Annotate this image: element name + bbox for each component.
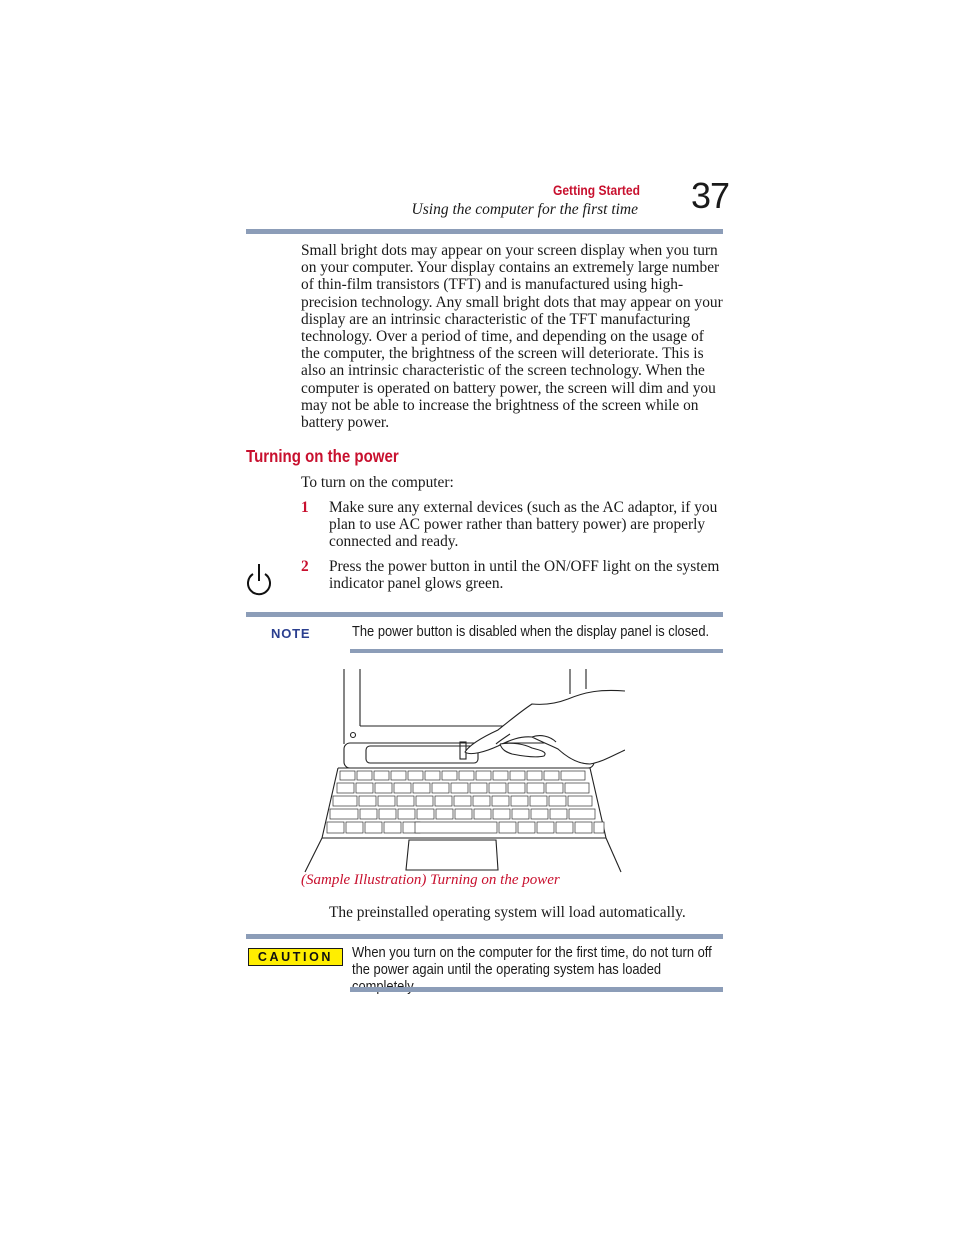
- note-text: The power button is disabled when the display panel is closed.: [352, 623, 710, 640]
- note-bottom-rule: [350, 649, 723, 653]
- laptop-power-illustration: [300, 664, 625, 874]
- section-title: Using the computer for the first time: [411, 201, 638, 218]
- section-heading: Turning on the power: [246, 446, 399, 466]
- note-top-rule: [246, 612, 723, 617]
- caution-bottom-rule: [350, 987, 723, 992]
- step-text: Make sure any external devices (such as the AC adaptor, if you plan to use AC power rather than battery power) are properly connected and ready.: [329, 499, 718, 551]
- page-number: 37: [691, 175, 730, 216]
- step-text: Press the power button in until the ON/OFF light on the system indicator panel glows green.: [329, 558, 720, 593]
- figure-caption: (Sample Illustration) Turning on the power: [301, 872, 560, 888]
- step-number: 1: [301, 499, 309, 516]
- note-label: NOTE: [271, 626, 311, 641]
- caution-top-rule: [246, 934, 723, 939]
- caution-badge: CAUTION: [248, 948, 343, 966]
- caution-text-content: When you turn on the computer for the first time, do not turn off the power again until the operating system has loaded: [352, 944, 712, 978]
- intro-paragraph: Small bright dots may appear on your screen display when you turn on your computer. Your display contains an extremely large number of thin-film transistors (TFT) and is manufactured using high-precision technology. Any small bright dots that may appear on your display are an intrinsic characteristic of the TFT manufacturing technology. Over a period of time, and depending on the usage of the computer, the brightness of the screen will deteriorate. This is also an intrinsic characteristic of the screen technology. When the computer is operated on battery power, the screen will dim and you may not be able to increase the brightness of the screen while on battery power.: [301, 242, 723, 432]
- power-icon: [244, 561, 274, 597]
- step-number: 2: [301, 558, 309, 575]
- header-rule: [246, 229, 723, 234]
- chapter-title: Getting Started: [553, 182, 640, 198]
- os-load-text: The preinstalled operating system will load automatically.: [329, 904, 686, 921]
- lead-in-text: To turn on the computer:: [301, 474, 454, 491]
